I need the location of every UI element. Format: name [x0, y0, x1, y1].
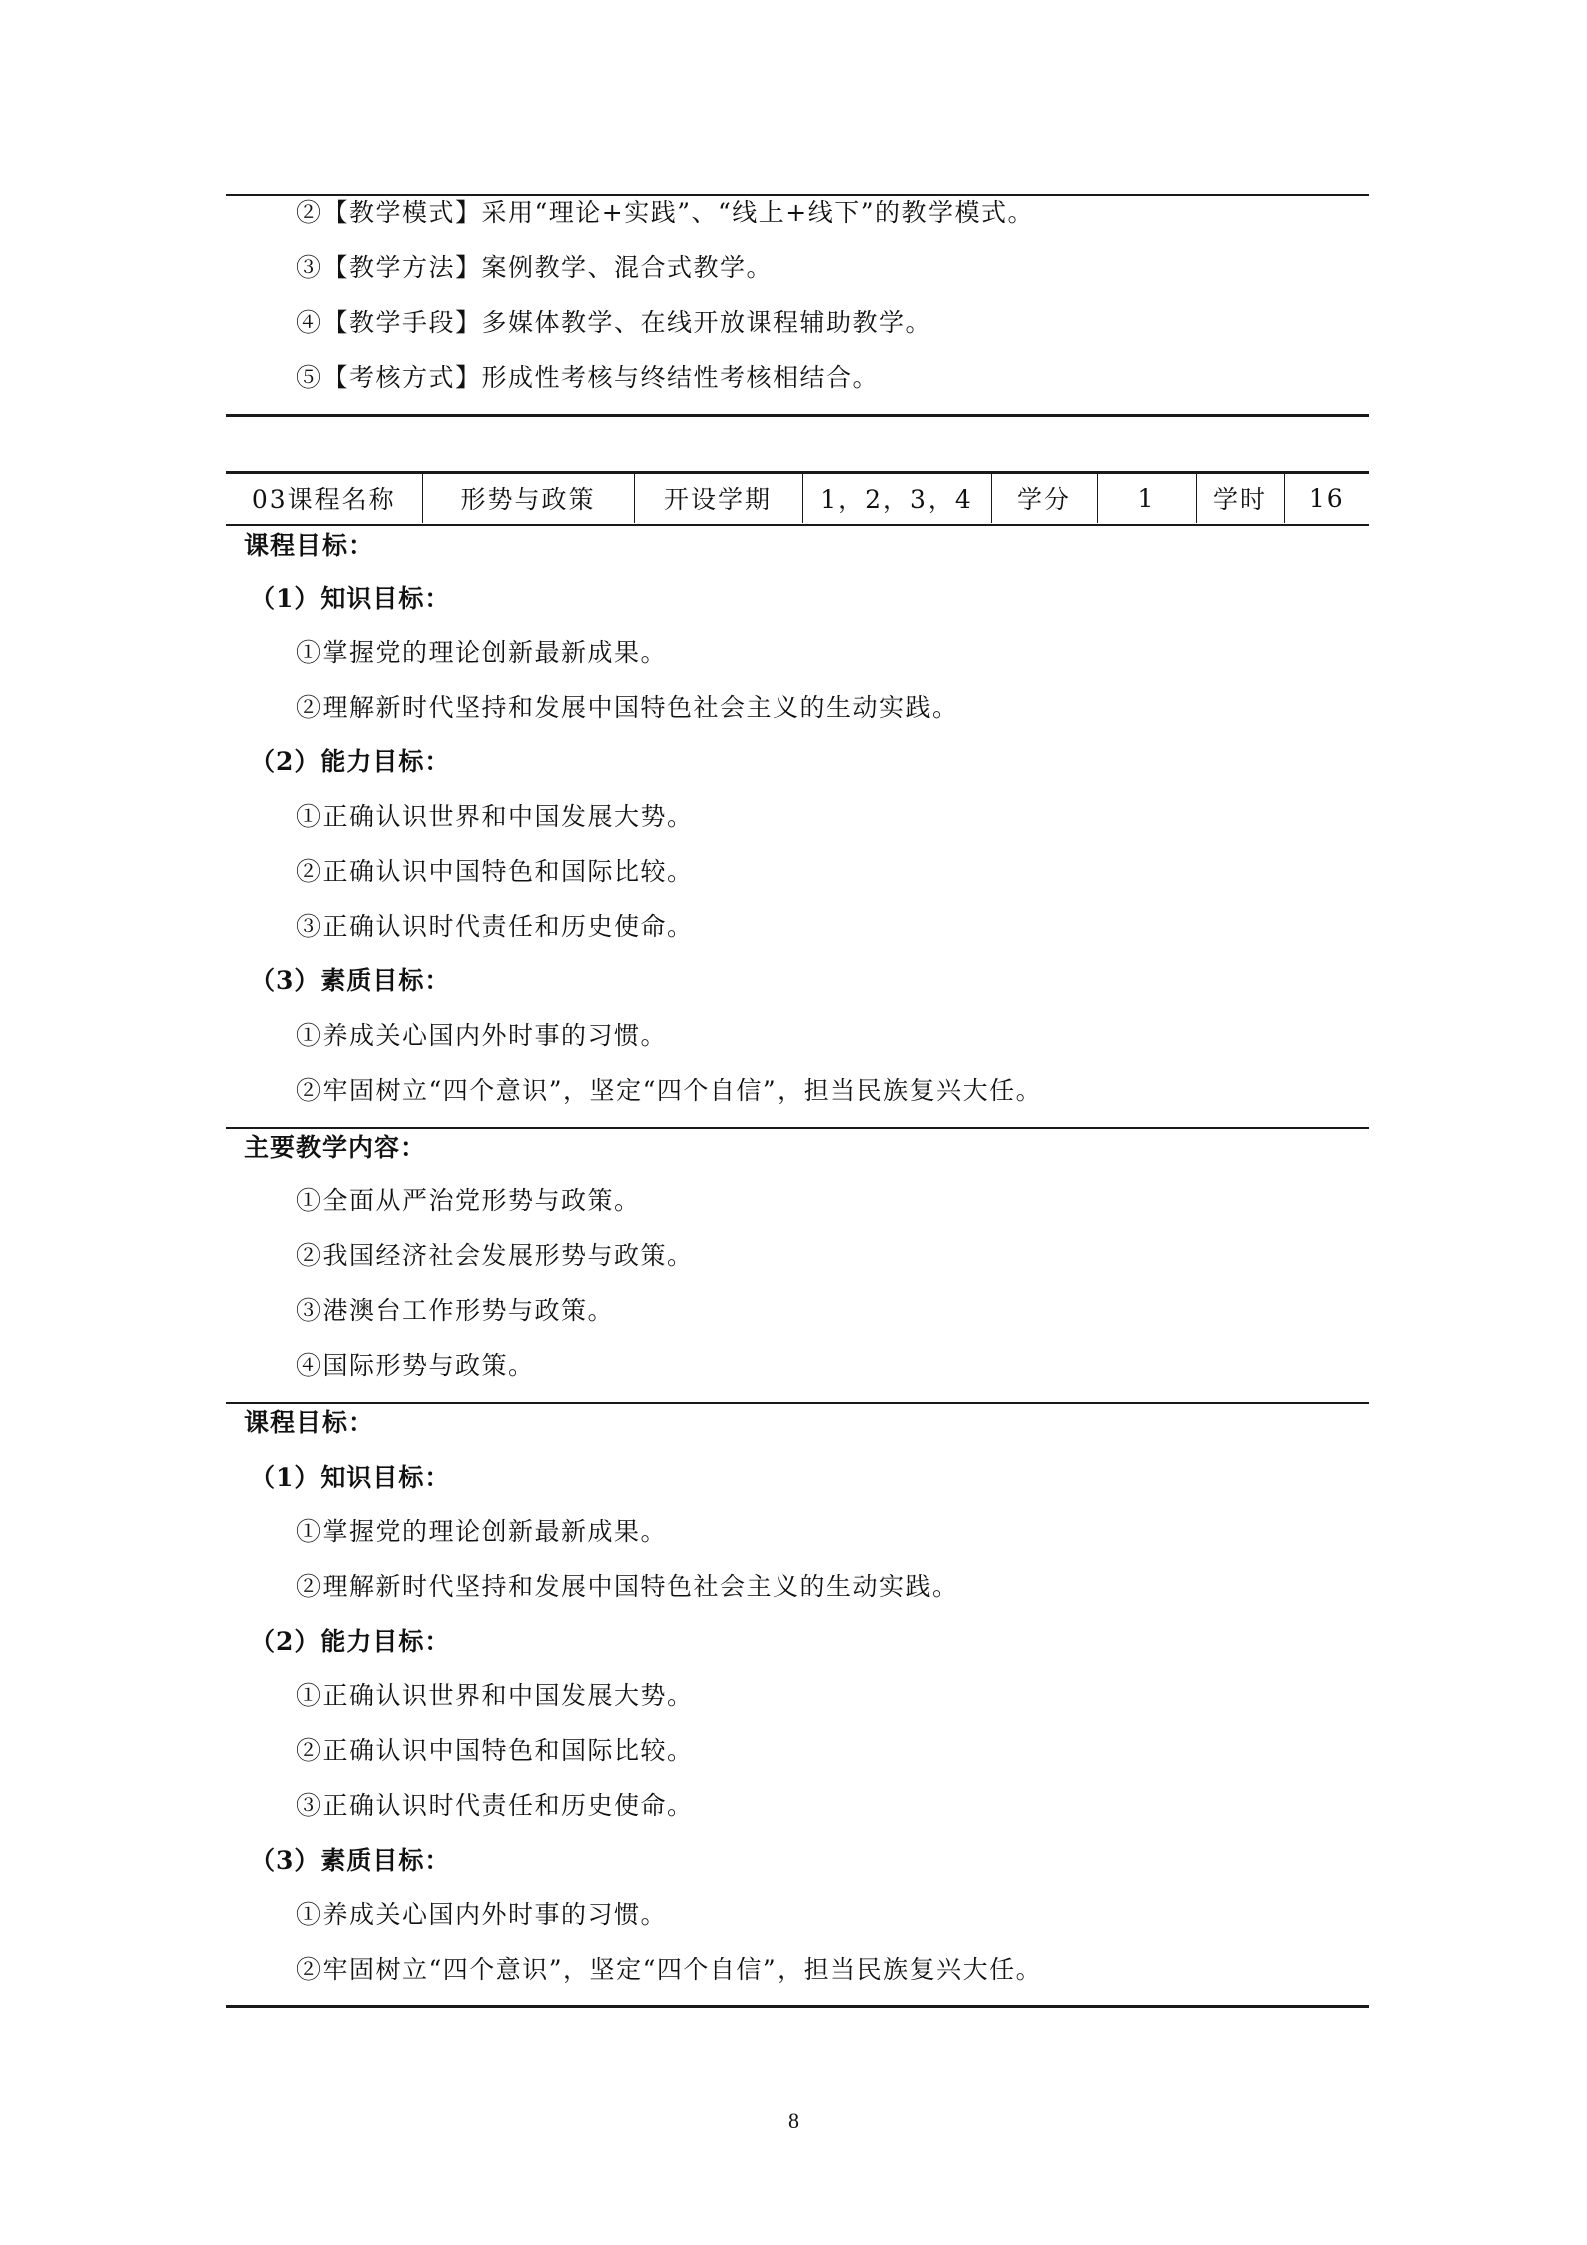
section-bottom-rule	[226, 414, 1369, 417]
semester-label: 开设学期	[634, 473, 802, 523]
list-item: ③正确认识时代责任和历史使命。	[296, 1791, 694, 1820]
list-item: ②正确认识中国特色和国际比较。	[296, 857, 694, 886]
subsection-title: （3）素质目标：	[250, 966, 451, 995]
table-row	[226, 473, 1369, 523]
list-item: ②理解新时代坚持和发展中国特色社会主义的生动实践。	[296, 1572, 959, 1601]
divider	[226, 1127, 1369, 1129]
list-item: ③【教学方法】案例教学、混合式教学。	[296, 253, 774, 282]
bottom-rule	[226, 2005, 1369, 2008]
list-item: ④【教学手段】多媒体教学、在线开放课程辅助教学。	[296, 308, 933, 337]
course-info-table	[226, 473, 1369, 523]
list-item: ③正确认识时代责任和历史使命。	[296, 912, 694, 941]
list-item: ①养成关心国内外时事的习惯。	[296, 1021, 668, 1050]
section-title: 课程目标：	[244, 1408, 375, 1437]
list-item: ①掌握党的理论创新最新成果。	[296, 638, 668, 667]
page-number: 8	[788, 2108, 799, 2133]
course-name-value: 形势与政策	[422, 473, 634, 523]
section-title: 主要教学内容：	[244, 1133, 427, 1162]
list-item: ②【教学模式】采用“理论+实践”、“线上+线下”的教学模式。	[296, 198, 1035, 227]
list-item: ⑤【考核方式】形成性考核与终结性考核相结合。	[296, 363, 880, 392]
credit-label: 学分	[991, 473, 1097, 523]
subsection-title: （2）能力目标：	[250, 747, 451, 776]
section-title: 课程目标：	[244, 531, 375, 560]
list-item: ④国际形势与政策。	[296, 1351, 535, 1380]
subsection-title: （2）能力目标：	[250, 1627, 451, 1656]
subsection-title: （3）素质目标：	[250, 1846, 451, 1875]
list-item: ②牢固树立“四个意识”，坚定“四个自信”，担当民族复兴大任。	[296, 1955, 1043, 1984]
list-item: ①正确认识世界和中国发展大势。	[296, 1681, 694, 1710]
list-item: ①养成关心国内外时事的习惯。	[296, 1900, 668, 1929]
hours-value: 16	[1284, 473, 1369, 523]
subsection-title: （1）知识目标：	[250, 1463, 451, 1492]
list-item: ①全面从严治党形势与政策。	[296, 1186, 641, 1215]
list-item: ②牢固树立“四个意识”，坚定“四个自信”，担当民族复兴大任。	[296, 1076, 1043, 1105]
list-item: ②我国经济社会发展形势与政策。	[296, 1241, 694, 1270]
list-item: ②理解新时代坚持和发展中国特色社会主义的生动实践。	[296, 693, 959, 722]
table-bottom-rule	[226, 524, 1369, 526]
list-item: ①正确认识世界和中国发展大势。	[296, 802, 694, 831]
semester-value: 1，2，3，4	[802, 473, 991, 523]
top-rule	[226, 194, 1369, 196]
course-name-label: 03课程名称	[226, 473, 422, 523]
divider	[226, 1402, 1369, 1404]
list-item: ②正确认识中国特色和国际比较。	[296, 1736, 694, 1765]
list-item: ③港澳台工作形势与政策。	[296, 1296, 615, 1325]
credit-value: 1	[1097, 473, 1196, 523]
subsection-title: （1）知识目标：	[250, 584, 451, 613]
list-item: ①掌握党的理论创新最新成果。	[296, 1517, 668, 1546]
hours-label: 学时	[1196, 473, 1284, 523]
